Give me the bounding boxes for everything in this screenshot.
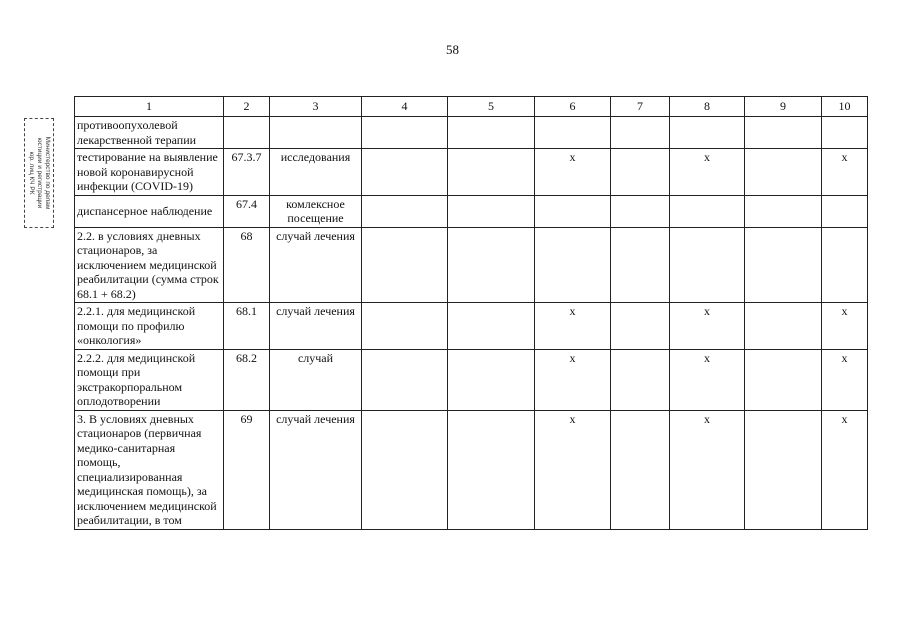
cell-col5 (448, 227, 535, 303)
cell-col4 (362, 303, 448, 350)
stamp-line: юр. лиц КЧ РК (28, 151, 35, 195)
cell-col4 (362, 195, 448, 227)
cell-col6 (535, 227, 611, 303)
cell-col5 (448, 349, 535, 410)
column-header: 5 (448, 97, 535, 117)
registration-stamp (24, 118, 54, 228)
cell-col7 (611, 303, 670, 350)
row-code: 68 (224, 227, 270, 303)
cell-col7 (611, 349, 670, 410)
cell-col10: x (822, 410, 868, 529)
cell-col6: x (535, 303, 611, 350)
cell-col9 (745, 303, 822, 350)
cell-col6: x (535, 149, 611, 196)
cell-col8: x (670, 410, 745, 529)
row-name: противоопухолевой лекарственной терапии (75, 117, 224, 149)
cell-col5 (448, 410, 535, 529)
page-number: 58 (446, 42, 459, 57)
row-name: тестирование на выявление новой коронавирусной инфекции (COVID-19) (75, 149, 224, 196)
column-header: 10 (822, 97, 868, 117)
row-code (224, 117, 270, 149)
column-header: 3 (270, 97, 362, 117)
header-row (75, 97, 868, 117)
table-row (75, 349, 868, 410)
row-name: 2.2.1. для медицинской помощи по профилю «онкология» (75, 303, 224, 350)
cell-col5 (448, 303, 535, 350)
cell-col5 (448, 149, 535, 196)
cell-col6: x (535, 349, 611, 410)
cell-col5 (448, 195, 535, 227)
cell-col5 (448, 117, 535, 149)
table-row (75, 227, 868, 303)
column-header: 9 (745, 97, 822, 117)
row-code: 68.2 (224, 349, 270, 410)
column-header: 2 (224, 97, 270, 117)
cell-col4 (362, 410, 448, 529)
cell-col9 (745, 117, 822, 149)
stamp-line: Министерство по делам (44, 136, 51, 210)
row-unit: случай лечения (270, 227, 362, 303)
row-unit: случай лечения (270, 410, 362, 529)
column-header: 1 (75, 97, 224, 117)
row-code: 67.4 (224, 195, 270, 227)
cell-col8: x (670, 303, 745, 350)
column-header: 6 (535, 97, 611, 117)
data-table (74, 96, 868, 530)
cell-col9 (745, 195, 822, 227)
cell-col10 (822, 227, 868, 303)
row-unit: случай лечения (270, 303, 362, 350)
table-row (75, 410, 868, 529)
cell-col8 (670, 117, 745, 149)
cell-col4 (362, 349, 448, 410)
cell-col9 (745, 227, 822, 303)
cell-col6 (535, 195, 611, 227)
cell-col9 (745, 410, 822, 529)
row-unit: исследования (270, 149, 362, 196)
cell-col10 (822, 195, 868, 227)
row-code: 67.3.7 (224, 149, 270, 196)
cell-col7 (611, 195, 670, 227)
cell-col10: x (822, 149, 868, 196)
row-name: диспансерное наблюдение (75, 195, 224, 227)
cell-col10: x (822, 349, 868, 410)
table-row (75, 149, 868, 196)
row-unit: комлексное посещение (270, 195, 362, 227)
table-row (75, 303, 868, 350)
cell-col4 (362, 117, 448, 149)
table-row (75, 195, 868, 227)
cell-col6: x (535, 410, 611, 529)
column-header: 4 (362, 97, 448, 117)
cell-col4 (362, 227, 448, 303)
column-header: 7 (611, 97, 670, 117)
row-code: 69 (224, 410, 270, 529)
row-name: 2.2.2. для медицинской помощи при экстракорпоральном оплодотворении (75, 349, 224, 410)
stamp-line: юстиции и регистрации (36, 137, 43, 209)
cell-col6 (535, 117, 611, 149)
cell-col8: x (670, 349, 745, 410)
cell-col8 (670, 227, 745, 303)
column-header: 8 (670, 97, 745, 117)
cell-col7 (611, 410, 670, 529)
cell-col9 (745, 149, 822, 196)
row-code: 68.1 (224, 303, 270, 350)
cell-col10 (822, 117, 868, 149)
cell-col7 (611, 227, 670, 303)
table-row (75, 117, 868, 149)
row-name: 3. В условиях дневных стационаров (первичная медико-санитарная помощь, специализированная медицинская помощь), за исключением медицинской реабилитации, в том (75, 410, 224, 529)
row-unit: случай (270, 349, 362, 410)
row-unit (270, 117, 362, 149)
cell-col8: x (670, 149, 745, 196)
row-name: 2.2. в условиях дневных стационаров, за исключением медицинской реабилитации (сумма строк 68.1 + 68.2) (75, 227, 224, 303)
stamp-text (27, 121, 51, 225)
cell-col9 (745, 349, 822, 410)
cell-col10: x (822, 303, 868, 350)
cell-col7 (611, 117, 670, 149)
cell-col7 (611, 149, 670, 196)
cell-col8 (670, 195, 745, 227)
cell-col4 (362, 149, 448, 196)
